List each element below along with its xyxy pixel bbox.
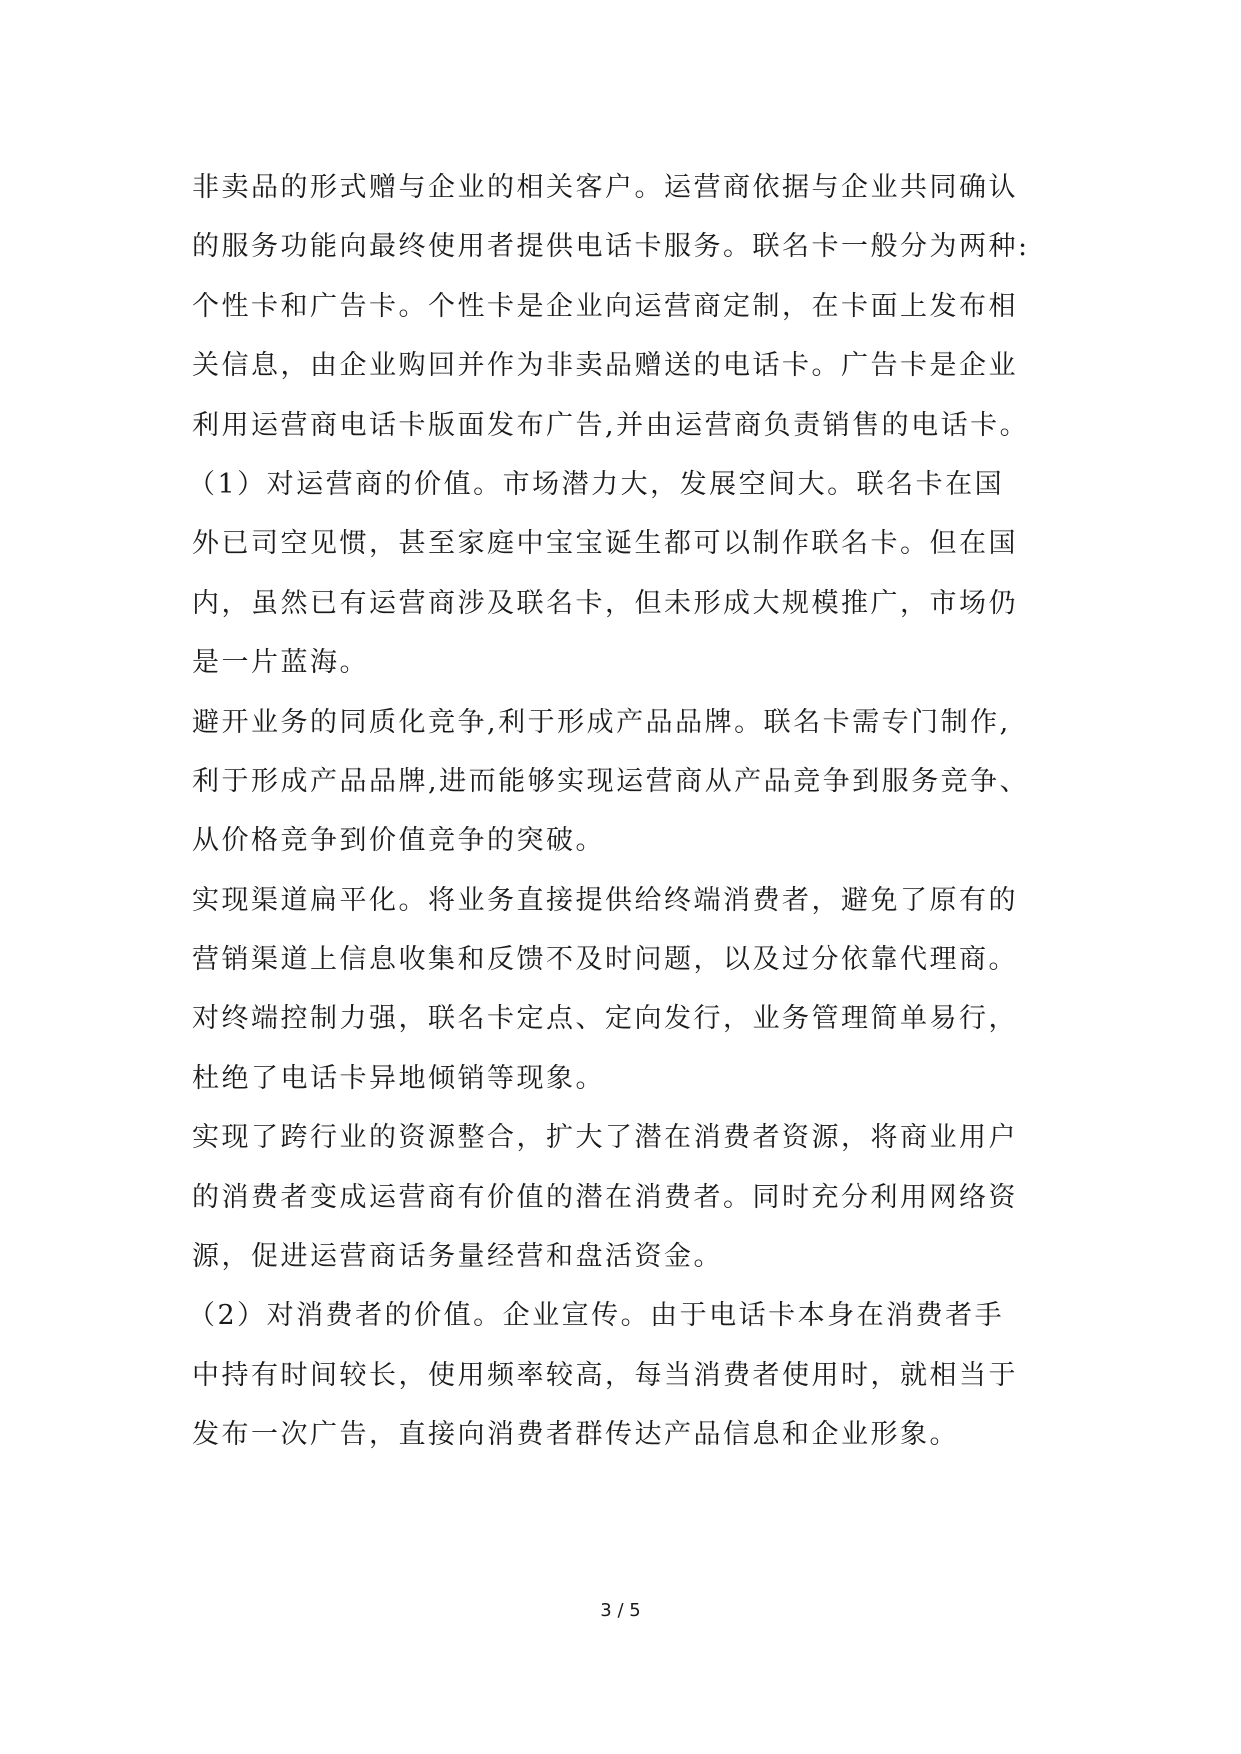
text-line: 营销渠道上信息收集和反馈不及时问题，以及过分依靠代理商。 — [192, 944, 1018, 976]
text-line: 发布一次广告，直接向消费者群传达产品信息和企业形象。 — [192, 1419, 959, 1451]
text-line: 对终端控制力强，联名卡定点、定向发行，业务管理简单易行， — [192, 1003, 1018, 1035]
text-line: 杜绝了电话卡异地倾销等现象。 — [192, 1062, 605, 1094]
text-line: 非卖品的形式赠与企业的相关客户。运营商依据与企业共同确认 — [192, 172, 1018, 203]
text-line: 的消费者变成运营商有价值的潜在消费者。同时充分利用网络资 — [192, 1181, 1018, 1213]
text-line: 从价格竞争到价值竞争的突破。 — [192, 825, 605, 857]
text-line: （2）对消费者的价值。企业宣传。由于电话卡本身在消费者手 — [188, 1300, 1005, 1332]
text-line: 是一片蓝海。 — [192, 647, 369, 679]
body-text — [188, 158, 1072, 1465]
text-line: 内，虽然已有运营商涉及联名卡，但未形成大规模推广，市场仍 — [192, 587, 1018, 619]
text-line: 中持有时间较长，使用频率较高，每当消费者使用时，就相当于 — [192, 1359, 1018, 1391]
text-line: 关信息，由企业购回并作为非卖品赠送的电话卡。广告卡是企业 — [192, 350, 1018, 382]
text-line: 外已司空见惯，甚至家庭中宝宝诞生都可以制作联名卡。但在国 — [192, 528, 1018, 560]
text-line: 利于形成产品品牌,进而能够实现运营商从产品竞争到服务竞争、 — [192, 765, 1030, 797]
text-line: 实现了跨行业的资源整合，扩大了潜在消费者资源，将商业用户 — [192, 1122, 1018, 1154]
text-line: 利用运营商电话卡版面发布广告,并由运营商负责销售的电话卡。 — [192, 409, 1030, 441]
page-number: 3 / 5 — [600, 1600, 641, 1621]
text-line: 个性卡和广告卡。个性卡是企业向运营商定制，在卡面上发布相 — [192, 290, 1018, 322]
text-line: 实现渠道扁平化。将业务直接提供给终端消费者，避免了原有的 — [192, 884, 1018, 916]
text-line: 避开业务的同质化竞争,利于形成产品品牌。联名卡需专门制作, — [192, 706, 1011, 738]
text-line: 的服务功能向最终使用者提供电话卡服务。联名卡一般分为两种: — [192, 231, 1030, 263]
text-line: 源，促进运营商话务量经营和盘活资金。 — [192, 1241, 723, 1273]
text-line: （1）对运营商的价值。市场潜力大，发展空间大。联名卡在国 — [188, 468, 1005, 500]
